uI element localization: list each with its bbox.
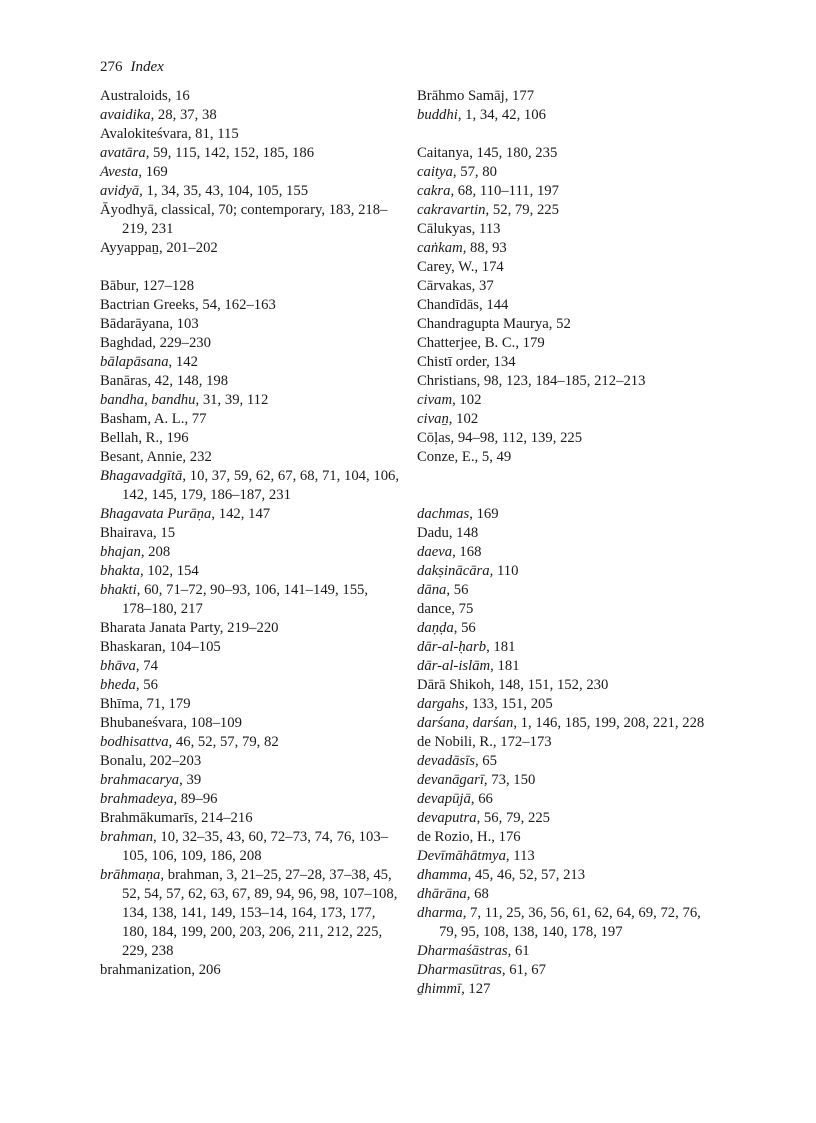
index-term: civam	[417, 392, 453, 408]
index-page-refs: , 145, 180, 235	[469, 145, 558, 161]
index-page-refs: , 10, 32–35, 43, 60, 72–73, 74, 76, 103–105, 106, 109, 186, 208	[122, 829, 389, 864]
index-page-refs: , 74	[135, 658, 158, 674]
index-entry	[417, 277, 717, 296]
index-term: Bādarāyana	[100, 316, 170, 332]
index-term: Avesta	[100, 164, 139, 180]
index-entry	[100, 961, 400, 980]
index-page-refs: , 42, 148, 198	[147, 373, 229, 389]
index-entry	[100, 733, 400, 752]
index-page-refs: , 148	[448, 525, 479, 541]
index-page-refs: , 52, 79, 225	[485, 202, 559, 218]
index-term: Dharmaśāstras	[417, 943, 508, 959]
index-term: devaputra	[417, 810, 477, 826]
index-entry	[100, 334, 400, 353]
index-entry	[417, 904, 717, 942]
index-page-refs: , 196	[159, 430, 189, 446]
index-page-refs: , classical, 70; contemporary, 183, 218–219, 231	[122, 202, 388, 237]
index-page-refs: 7, 11, 25, 36, 56, 61, 62, 64, 69, 72, 76, 79, 95, 108, 138, 140, 178, 197	[439, 905, 701, 940]
index-term: dakṣinācāra,	[417, 563, 494, 579]
index-page-refs: , 65	[474, 753, 497, 769]
index-page-refs: , 46, 52, 57, 79, 82	[168, 734, 279, 750]
index-column-left	[100, 87, 400, 980]
index-page-refs: , 56	[135, 677, 158, 693]
index-term: Bhairava	[100, 525, 154, 541]
index-term: Dadu	[417, 525, 449, 541]
index-term: dār-al-ḥarb	[417, 639, 487, 655]
index-page-refs: , 168	[452, 544, 482, 560]
index-entry	[417, 847, 717, 866]
index-term: Bhagavadgītā	[100, 468, 183, 484]
index-entry	[417, 733, 717, 752]
index-entry	[417, 657, 717, 676]
index-entry	[100, 182, 400, 201]
index-entry	[417, 391, 717, 410]
index-entry	[417, 106, 717, 125]
index-term: daeva	[417, 544, 453, 560]
index-entry	[100, 315, 400, 334]
index-entry	[417, 980, 717, 999]
index-term: Bharata Janata Party	[100, 620, 220, 636]
index-term: dhārāna	[417, 886, 467, 902]
index-entry	[100, 638, 400, 657]
index-page-refs: , 60, 71–72, 90–93, 106, 141–149, 155, 178–180, 217	[122, 582, 369, 617]
index-page-refs: , 142	[168, 354, 198, 370]
index-page-refs: , 56, 79, 225	[476, 810, 550, 826]
index-page-refs: , 181	[486, 639, 516, 655]
index-page-refs: , 16	[167, 88, 190, 104]
index-page-refs: 102	[452, 411, 479, 427]
index-term: devapūjā	[417, 791, 471, 807]
index-term: Dharmasūtras	[417, 962, 502, 978]
index-page-refs: , 31, 39, 112	[195, 392, 269, 408]
index-page-refs: , 57, 80	[452, 164, 497, 180]
index-term: dār-al-islām	[417, 658, 491, 674]
index-term: cakra	[417, 183, 451, 199]
index-entry	[100, 809, 400, 828]
index-page-refs: , 103	[169, 316, 199, 332]
index-page-refs: , 108–109	[183, 715, 242, 731]
index-entry	[100, 505, 400, 524]
index-entry	[417, 619, 717, 638]
index-page-refs: , 202–203	[142, 753, 202, 769]
index-entry	[100, 790, 400, 809]
index-term: Bactrian Greeks	[100, 297, 196, 313]
index-page-refs: , 169	[469, 506, 499, 522]
index-entry	[417, 505, 717, 524]
index-term: brahmadeya	[100, 791, 174, 807]
index-entry	[100, 106, 400, 125]
index-term: Brāhmo Samāj	[417, 88, 505, 104]
index-page-refs: , 94–98, 112, 139, 225	[450, 430, 583, 446]
index-term: Bhagavata Purāṇa	[100, 506, 212, 522]
index-page-refs: , 68	[466, 886, 489, 902]
index-page-refs: 110	[493, 563, 519, 579]
index-entry	[100, 543, 400, 562]
index-entry	[100, 581, 400, 619]
index-entry	[100, 752, 400, 771]
index-term: Devīmāhātmya	[417, 848, 506, 864]
index-page-refs: , 66	[470, 791, 493, 807]
index-term: Cālukyas	[417, 221, 472, 237]
index-page-refs: brahman, 3, 21–25, 27–28, 37–38, 45, 52, 54, 57, 62, 63, 67, 89, 94, 96, 98, 107–108, 134, 138, 141, 149, 153–14, 164, 173, 177, 180, 184, 199, 200, 203, 206, 211, 212, 225, 229, 238	[122, 867, 398, 959]
index-term: Conze, E.	[417, 449, 475, 465]
index-term: brāhmaṇa,	[100, 867, 165, 883]
index-page-refs: , 219–220	[219, 620, 279, 636]
index-entry	[417, 258, 717, 277]
index-entry	[417, 828, 717, 847]
index-term: avatāra	[100, 145, 146, 161]
index-page-refs: , 68, 110–111, 197	[450, 183, 559, 199]
index-term: bhakta	[100, 563, 140, 579]
index-page-refs: , 1, 146, 185, 199, 208, 221, 228	[513, 715, 705, 731]
index-term: daṇḍa	[417, 620, 454, 636]
index-term: bālapāsana	[100, 354, 169, 370]
index-term: ḏhimmī	[417, 981, 462, 997]
index-page-refs: , 113	[505, 848, 535, 864]
index-page-refs: , 134	[486, 354, 516, 370]
index-entry	[417, 942, 717, 961]
index-term: dargahs	[417, 696, 465, 712]
index-term: Besant, Annie	[100, 449, 183, 465]
index-term: brahmacarya	[100, 772, 180, 788]
index-term: avaidika	[100, 107, 151, 123]
index-entry	[417, 771, 717, 790]
index-page-refs: , 61, 67	[501, 962, 546, 978]
index-term: Australoids	[100, 88, 168, 104]
index-entry	[417, 524, 717, 543]
index-page-refs: , 81, 115	[187, 126, 239, 142]
index-page-refs: , 10, 37, 59, 62, 67, 68, 71, 104, 106, 142, 145, 179, 186–187, 231	[122, 468, 400, 503]
index-entry	[417, 581, 717, 600]
index-page-refs: , 1, 34, 42, 106	[457, 107, 546, 123]
index-entry	[417, 239, 717, 258]
index-term: Bonalu	[100, 753, 143, 769]
index-entry	[100, 372, 400, 391]
index-entry	[100, 657, 400, 676]
index-entry	[100, 467, 400, 505]
index-entry	[417, 752, 717, 771]
index-entry	[417, 182, 717, 201]
index-term: buddhi	[417, 107, 458, 123]
index-page-refs: , 52	[548, 316, 571, 332]
index-entry	[417, 866, 717, 885]
index-page-refs: , 37	[471, 278, 494, 294]
index-term: Bhīma	[100, 696, 140, 712]
index-term: de Rozio, H.	[417, 829, 492, 845]
index-entry	[417, 676, 717, 695]
index-entry	[417, 961, 717, 980]
index-page-refs: , 75	[451, 601, 474, 617]
index-page-refs: , 71, 179	[139, 696, 191, 712]
index-term: Cōḷas	[417, 430, 451, 446]
index-term: Christians	[417, 373, 477, 389]
index-entry	[417, 448, 717, 467]
index-entry	[417, 410, 717, 429]
index-term: dāna	[417, 582, 447, 598]
index-page-refs: , 73, 150	[483, 772, 536, 788]
index-term: Bhaskaran	[100, 639, 162, 655]
index-term: bhāva	[100, 658, 136, 674]
index-page-refs: , 174	[474, 259, 504, 275]
index-entry	[417, 315, 717, 334]
index-page-refs: , 102	[452, 392, 482, 408]
index-entry	[417, 885, 717, 904]
index-entry	[417, 334, 717, 353]
index-term: Banāras	[100, 373, 148, 389]
index-entry	[417, 144, 717, 163]
index-term: bandha, bandhu	[100, 392, 196, 408]
index-page-refs: , 142, 147	[211, 506, 271, 522]
index-term: avidyā	[100, 183, 140, 199]
index-term: devanāgarī	[417, 772, 484, 788]
index-term: Carey, W.	[417, 259, 475, 275]
running-head	[100, 58, 164, 76]
index-term: dhamma	[417, 867, 468, 883]
index-term: caṅkam	[417, 240, 463, 256]
index-page-refs: , 127	[461, 981, 491, 997]
index-term: devadāsīs	[417, 753, 475, 769]
index-page-refs: , 144	[479, 297, 509, 313]
index-page-refs: , 61	[507, 943, 530, 959]
index-term: Bābur	[100, 278, 136, 294]
index-page-refs: , 148, 151, 152, 230	[490, 677, 609, 693]
index-term: dachmas	[417, 506, 470, 522]
index-page-refs: , 172–173	[492, 734, 552, 750]
index-page-refs: , 232	[182, 449, 212, 465]
index-entry	[100, 163, 400, 182]
index-entry	[417, 353, 717, 372]
index-term: Caitanya	[417, 145, 470, 161]
index-term: bhajan	[100, 544, 141, 560]
index-page-refs: , 201–202	[159, 240, 218, 256]
index-entry	[100, 201, 400, 239]
index-page-refs: , 133, 151, 205	[464, 696, 553, 712]
index-page-refs: , 56	[453, 620, 476, 636]
index-term: Chatterjee, B. C.	[417, 335, 516, 351]
index-page-refs: , 5, 49	[474, 449, 512, 465]
index-page-refs: , 56	[446, 582, 469, 598]
index-entry	[417, 790, 717, 809]
index-entry	[100, 562, 400, 581]
index-entry	[100, 714, 400, 733]
index-term: bheda	[100, 677, 136, 693]
index-term: dance	[417, 601, 452, 617]
index-term: darśana, darśan	[417, 715, 514, 731]
page-number: 276	[100, 59, 123, 75]
index-term: Bellah, R.	[100, 430, 160, 446]
index-entry	[417, 163, 717, 182]
index-entry	[417, 429, 717, 448]
index-page-refs: , 169	[138, 164, 168, 180]
index-entry	[417, 372, 717, 391]
index-term: Avalokiteśvara	[100, 126, 188, 142]
index-term: brahmanization	[100, 962, 192, 978]
index-page-refs: , 102, 154	[139, 563, 199, 579]
index-term: Chistī order	[417, 354, 487, 370]
index-page-refs: , 208	[140, 544, 171, 560]
index-term: Cārvakas	[417, 278, 472, 294]
index-page-refs: , 98, 123, 184–185, 212–213	[476, 373, 646, 389]
index-entry	[100, 239, 400, 258]
index-term: Baghdad	[100, 335, 153, 351]
index-entry	[100, 771, 400, 790]
index-entry	[417, 714, 717, 733]
index-page-refs: , 229–230	[152, 335, 211, 351]
index-term: Dārā Shikoh	[417, 677, 491, 693]
index-page-refs: , 88, 93	[462, 240, 507, 256]
index-entry	[100, 695, 400, 714]
index-entry	[100, 429, 400, 448]
index-entry	[100, 296, 400, 315]
index-entry	[417, 562, 717, 581]
index-term: civaṉ,	[417, 411, 453, 427]
index-entry	[100, 391, 400, 410]
index-page-refs: , 104–105	[162, 639, 221, 655]
index-term: Bhubaneśvara	[100, 715, 184, 731]
index-entry	[417, 543, 717, 562]
index-page-refs: , 59, 115, 142, 152, 185, 186	[145, 145, 315, 161]
index-entry	[417, 296, 717, 315]
index-term: Chandragupta Maurya	[417, 316, 549, 332]
index-entry	[100, 87, 400, 106]
index-term: Āyodhyā	[100, 202, 154, 218]
index-term: Basham, A. L.	[100, 411, 185, 427]
index-entry	[100, 353, 400, 372]
index-page-refs: , 77	[184, 411, 207, 427]
section-title: Index	[130, 59, 164, 75]
index-entry	[100, 144, 400, 163]
index-page-refs: , 181	[490, 658, 520, 674]
index-column-right	[417, 87, 717, 999]
index-entry	[100, 866, 400, 961]
index-term: Ayyappaṉ	[100, 240, 160, 256]
index-entry	[100, 448, 400, 467]
index-page-refs: , 1, 34, 35, 43, 104, 105, 155	[139, 183, 309, 199]
index-entry	[100, 524, 400, 543]
index-entry	[417, 600, 717, 619]
index-entry	[100, 676, 400, 695]
index-page-refs: , 214–216	[193, 810, 253, 826]
index-entry	[417, 809, 717, 828]
index-page-refs: , 179	[515, 335, 545, 351]
index-page-refs: , 28, 37, 38	[150, 107, 217, 123]
index-term: Chandīdās	[417, 297, 480, 313]
index-entry	[417, 695, 717, 714]
index-entry	[100, 828, 400, 866]
index-entry	[100, 125, 400, 144]
index-term: cakravartin	[417, 202, 486, 218]
index-page-refs: , 206	[191, 962, 221, 978]
index-page-refs: , 127–128	[135, 278, 195, 294]
index-page-refs: , 45, 46, 52, 57, 213	[467, 867, 586, 883]
index-entry	[417, 220, 717, 239]
index-page-refs: , 39	[179, 772, 202, 788]
index-entry	[417, 638, 717, 657]
index-page-refs: , 89–96	[173, 791, 218, 807]
index-entry	[100, 410, 400, 429]
index-entry	[417, 87, 717, 106]
index-term: dharma,	[417, 905, 467, 921]
index-term: bhakti	[100, 582, 137, 598]
index-term: bodhisattva	[100, 734, 169, 750]
index-term: brahman	[100, 829, 154, 845]
index-page-refs: , 15	[153, 525, 176, 541]
index-page-refs: , 177	[504, 88, 535, 104]
index-page-refs: , 176	[491, 829, 521, 845]
index-term: de Nobili, R.	[417, 734, 493, 750]
index-entry	[100, 277, 400, 296]
index-page-refs: , 113	[471, 221, 501, 237]
index-term: Brahmākumarīs	[100, 810, 194, 826]
index-entry	[417, 201, 717, 220]
index-entry	[100, 619, 400, 638]
index-page-refs: , 54, 162–163	[195, 297, 276, 313]
index-term: caitya	[417, 164, 453, 180]
